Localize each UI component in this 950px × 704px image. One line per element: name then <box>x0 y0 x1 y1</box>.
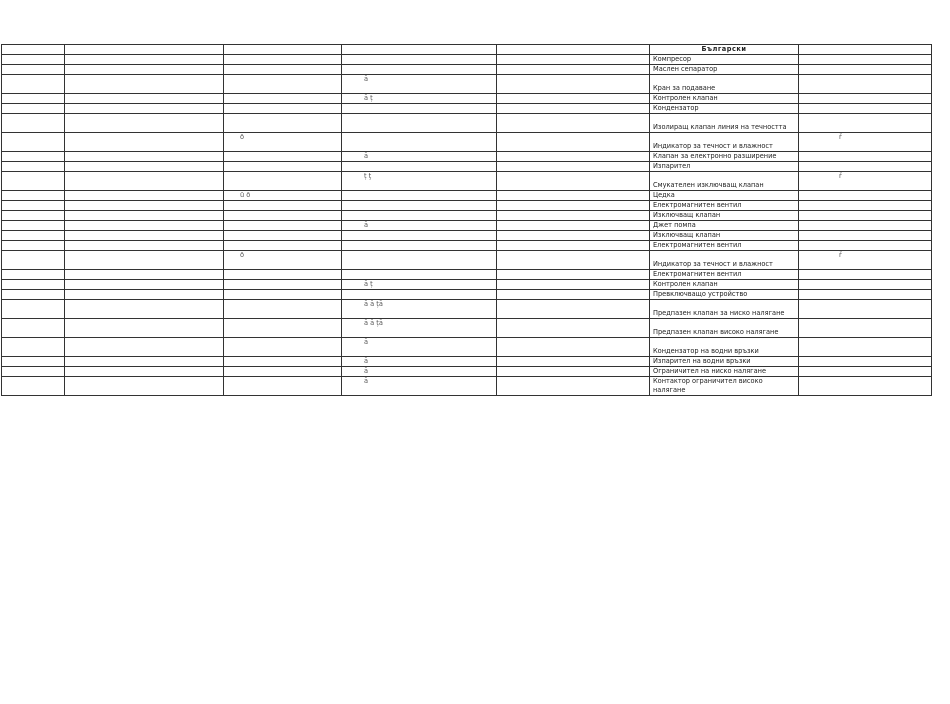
table-cell <box>799 280 932 290</box>
table-cell <box>497 104 650 114</box>
table-cell <box>497 75 650 94</box>
bulgarian-term-cell: Контактор ограничител високо налягане <box>650 377 799 396</box>
table-cell <box>799 357 932 367</box>
table-cell: ā <box>342 377 497 396</box>
table-cell: ā ā țā <box>342 300 497 319</box>
header-row <box>2 45 932 55</box>
table-cell <box>65 357 224 367</box>
bulgarian-term-cell: Ограничител на ниско налягане <box>650 367 799 377</box>
table-cell <box>65 133 224 152</box>
table-row <box>2 270 932 280</box>
table-cell: ā ț <box>342 280 497 290</box>
table-cell <box>497 65 650 75</box>
table-row <box>2 338 932 357</box>
table-cell <box>224 172 342 191</box>
bulgarian-term-cell: Изпарител на водни връзки <box>650 357 799 367</box>
table-cell <box>2 191 65 201</box>
table-cell <box>799 162 932 172</box>
table-row <box>2 94 932 104</box>
table-cell <box>224 357 342 367</box>
bulgarian-term-cell: Клапан за електронно разширение <box>650 152 799 162</box>
table-cell <box>224 211 342 221</box>
table-cell <box>224 367 342 377</box>
table-cell <box>65 231 224 241</box>
bulgarian-term-cell: Изключващ клапан <box>650 211 799 221</box>
table-cell <box>497 300 650 319</box>
table-cell <box>65 241 224 251</box>
table-cell <box>65 172 224 191</box>
table-cell <box>2 221 65 231</box>
table-row <box>2 201 932 211</box>
table-cell <box>497 357 650 367</box>
table-cell <box>224 162 342 172</box>
table-cell: ā <box>342 338 497 357</box>
table-row <box>2 377 932 396</box>
bulgarian-term-cell: Превключващо устройство <box>650 290 799 300</box>
table-cell <box>224 270 342 280</box>
table-row <box>2 357 932 367</box>
table-cell <box>799 319 932 338</box>
table-cell <box>342 251 497 270</box>
table-cell <box>224 201 342 211</box>
table-cell <box>65 319 224 338</box>
table-cell <box>342 114 497 133</box>
parts-table <box>1 44 932 396</box>
table-cell <box>799 104 932 114</box>
table-cell <box>799 114 932 133</box>
table-row <box>2 280 932 290</box>
table-cell <box>497 280 650 290</box>
table-row <box>2 191 932 201</box>
table-cell <box>2 65 65 75</box>
table-cell <box>224 280 342 290</box>
table-cell <box>2 300 65 319</box>
table-cell <box>224 300 342 319</box>
table-cell <box>65 55 224 65</box>
table-cell <box>497 221 650 231</box>
table-cell <box>224 75 342 94</box>
table-cell <box>224 94 342 104</box>
bulgarian-term-cell: Компресор <box>650 55 799 65</box>
table-cell <box>2 162 65 172</box>
table-row <box>2 172 932 191</box>
table-cell: ř <box>799 133 932 152</box>
table-cell <box>497 270 650 280</box>
table-cell <box>799 201 932 211</box>
table-cell <box>799 65 932 75</box>
table-cell <box>2 338 65 357</box>
table-cell <box>2 357 65 367</box>
bulgarian-term-cell: Изпарител <box>650 162 799 172</box>
table-cell <box>65 338 224 357</box>
table-cell <box>342 211 497 221</box>
table-row <box>2 75 932 94</box>
table-row <box>2 319 932 338</box>
table-cell <box>224 290 342 300</box>
table-row <box>2 152 932 162</box>
table-cell <box>224 221 342 231</box>
table-cell <box>65 162 224 172</box>
table-cell <box>2 280 65 290</box>
table-cell <box>2 94 65 104</box>
table-cell <box>65 211 224 221</box>
table-cell <box>2 241 65 251</box>
bulgarian-term-cell: Маслен сепаратор <box>650 65 799 75</box>
table-cell <box>65 75 224 94</box>
table-cell <box>799 94 932 104</box>
language-header: Български <box>650 45 799 55</box>
bulgarian-term-cell: Електромагнитен вентил <box>650 270 799 280</box>
table-cell <box>2 152 65 162</box>
table-cell <box>497 114 650 133</box>
bulgarian-term-cell: Смукателен изключващ клапан <box>650 172 799 191</box>
bulgarian-term-cell: Изолиращ клапан линия на течността <box>650 114 799 133</box>
table-cell <box>65 251 224 270</box>
table-cell: ā <box>342 152 497 162</box>
table-cell: ō <box>224 133 342 152</box>
table-cell <box>224 55 342 65</box>
table-cell <box>2 377 65 396</box>
table-row <box>2 300 932 319</box>
table-row <box>2 104 932 114</box>
table-cell <box>497 231 650 241</box>
table-cell: ț ţ <box>342 172 497 191</box>
table-row <box>2 162 932 172</box>
table-cell: ā ā țā <box>342 319 497 338</box>
bulgarian-term-cell: Предпазен клапан за ниско налягане <box>650 300 799 319</box>
table-row <box>2 65 932 75</box>
table-row <box>2 241 932 251</box>
table-cell <box>497 211 650 221</box>
table-cell <box>497 241 650 251</box>
table-cell <box>342 65 497 75</box>
table-cell <box>224 241 342 251</box>
table-row <box>2 114 932 133</box>
table-cell <box>2 290 65 300</box>
table-cell <box>2 367 65 377</box>
table-cell <box>799 300 932 319</box>
bulgarian-term-cell: Електромагнитен вентил <box>650 241 799 251</box>
table-cell: ā <box>342 367 497 377</box>
table-cell <box>224 65 342 75</box>
table-cell <box>224 104 342 114</box>
table-cell <box>65 290 224 300</box>
table-cell <box>2 319 65 338</box>
bulgarian-term-cell: Кондензатор на водни връзки <box>650 338 799 357</box>
table-cell: ū ō <box>224 191 342 201</box>
table-cell <box>65 94 224 104</box>
table-cell <box>799 211 932 221</box>
table-cell <box>497 94 650 104</box>
table-cell <box>342 241 497 251</box>
table-cell <box>497 55 650 65</box>
table-cell <box>799 270 932 280</box>
table-cell <box>65 367 224 377</box>
table-cell <box>799 231 932 241</box>
table-cell <box>65 270 224 280</box>
table-cell <box>65 114 224 133</box>
table-row <box>2 221 932 231</box>
table-cell <box>65 377 224 396</box>
table-cell <box>497 201 650 211</box>
table-cell <box>224 377 342 396</box>
table-cell <box>224 231 342 241</box>
table-cell <box>224 319 342 338</box>
bulgarian-term-cell: Индикатор за течност и влажност <box>650 133 799 152</box>
table-cell <box>497 367 650 377</box>
table-cell <box>2 172 65 191</box>
table-cell <box>2 55 65 65</box>
table-cell <box>799 221 932 231</box>
bulgarian-term-cell: Изключващ клапан <box>650 231 799 241</box>
table-cell <box>497 290 650 300</box>
table-cell: ā ț <box>342 94 497 104</box>
table-cell: ā <box>342 221 497 231</box>
table-cell <box>342 104 497 114</box>
table-row <box>2 290 932 300</box>
table-cell <box>497 338 650 357</box>
table-cell <box>497 172 650 191</box>
table-cell <box>497 191 650 201</box>
table-cell <box>65 104 224 114</box>
table-row <box>2 367 932 377</box>
table-cell <box>497 251 650 270</box>
table-cell <box>799 191 932 201</box>
table-cell <box>2 231 65 241</box>
table-cell <box>799 377 932 396</box>
table-cell <box>65 201 224 211</box>
table-cell <box>342 270 497 280</box>
table-cell <box>2 104 65 114</box>
table-cell <box>2 75 65 94</box>
table-row <box>2 133 932 152</box>
table-cell <box>65 221 224 231</box>
table-cell <box>2 114 65 133</box>
table-cell <box>497 133 650 152</box>
table-cell <box>224 152 342 162</box>
table-cell: ō <box>224 251 342 270</box>
table-cell <box>799 152 932 162</box>
table-cell <box>799 367 932 377</box>
table-cell <box>342 290 497 300</box>
table-row <box>2 55 932 65</box>
bulgarian-term-cell: Кондензатор <box>650 104 799 114</box>
table-cell <box>799 55 932 65</box>
table-cell <box>497 152 650 162</box>
bulgarian-term-cell: Електромагнитен вентил <box>650 201 799 211</box>
table-cell: ā <box>342 357 497 367</box>
table-cell <box>2 211 65 221</box>
table-row <box>2 231 932 241</box>
table-cell <box>799 75 932 94</box>
table-cell <box>2 133 65 152</box>
table-cell: ř <box>799 251 932 270</box>
table-cell <box>342 55 497 65</box>
table-cell <box>2 270 65 280</box>
bulgarian-term-cell: Цедка <box>650 191 799 201</box>
table-cell <box>2 201 65 211</box>
table-row <box>2 251 932 270</box>
bulgarian-term-cell: Предпазен клапан високо налягане <box>650 319 799 338</box>
bulgarian-term-cell: Кран за подаване <box>650 75 799 94</box>
table-cell <box>497 377 650 396</box>
table-cell <box>65 65 224 75</box>
table-cell <box>342 133 497 152</box>
bulgarian-term-cell: Контролен клапан <box>650 94 799 104</box>
bulgarian-term-cell: Джет помпа <box>650 221 799 231</box>
table-row <box>2 211 932 221</box>
table-cell <box>65 280 224 290</box>
table-cell: ā <box>342 75 497 94</box>
bulgarian-term-cell: Контролен клапан <box>650 280 799 290</box>
table-cell <box>65 191 224 201</box>
table-cell <box>799 338 932 357</box>
table-cell <box>342 191 497 201</box>
table-cell <box>2 251 65 270</box>
table-cell <box>799 241 932 251</box>
table-cell <box>799 290 932 300</box>
table-cell <box>342 231 497 241</box>
spreadsheet-table <box>1 44 931 396</box>
table-cell <box>497 319 650 338</box>
table-cell <box>224 114 342 133</box>
table-cell: ř <box>799 172 932 191</box>
table-cell <box>342 201 497 211</box>
table-cell <box>224 338 342 357</box>
table-cell <box>65 300 224 319</box>
table-cell <box>65 152 224 162</box>
bulgarian-term-cell: Индикатор за течност и влажност <box>650 251 799 270</box>
table-cell <box>497 162 650 172</box>
table-cell <box>342 162 497 172</box>
